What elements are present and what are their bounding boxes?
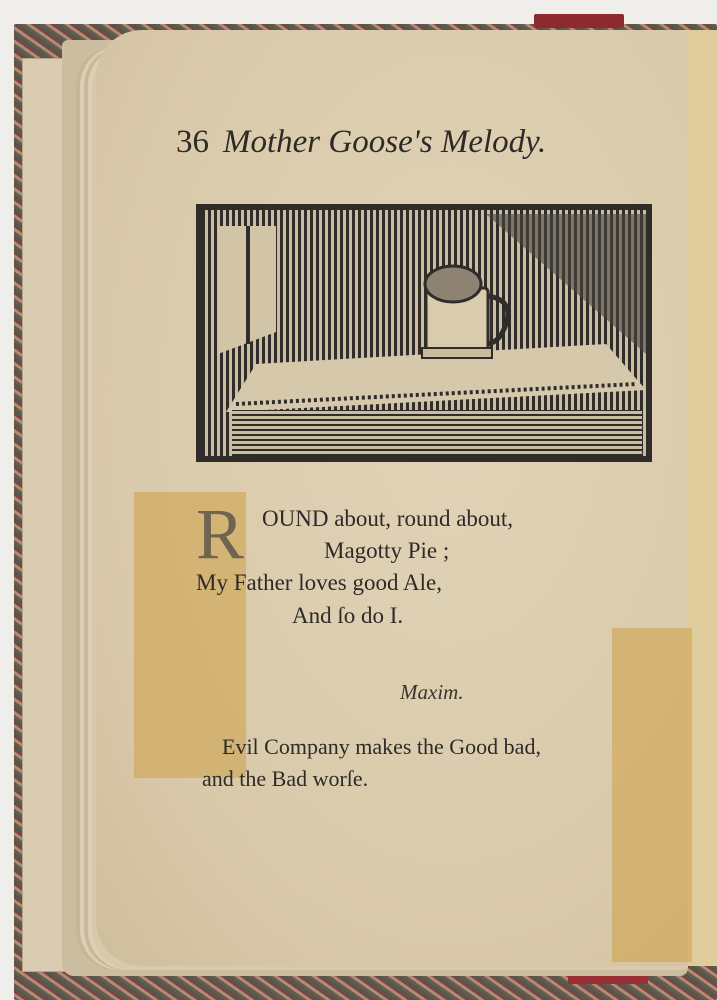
cover-binding-edge-top [534,14,624,28]
maxim-line-2: and the Bad worſe. [202,766,369,791]
verse-line-2: Magotty Pie ; [324,538,450,563]
table-front [232,410,642,456]
drop-cap: R [196,494,245,574]
maxim-heading: Maxim. [400,680,464,704]
verse-line-1: OUND about, round about, [262,506,514,531]
page-number: 36 [176,124,209,160]
running-title: Mother Goose's Melody. [223,124,547,160]
maxim-line-1: Evil Company makes the Good bad, [222,734,541,759]
woodcut-illustration [196,204,652,462]
repair-tape-right [612,628,692,962]
verse-line-3: My Father loves good Ale, [196,570,442,595]
running-head [176,124,546,161]
verse-line-4: And ſo do I. [292,603,404,628]
